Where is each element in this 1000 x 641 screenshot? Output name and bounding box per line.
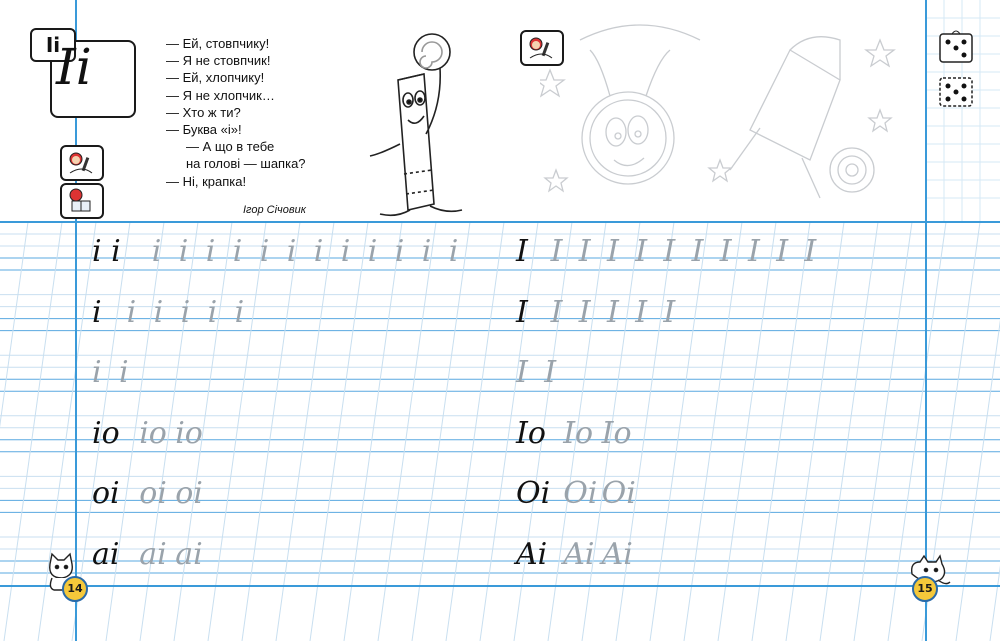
poem [166, 35, 306, 190]
letter-tag: Іі [30, 28, 76, 62]
right-trace-letters[interactable]: І [663, 234, 676, 269]
poem-line: — А що в тебе [186, 139, 275, 155]
grid-line [820, 222, 878, 641]
right-trace-letters[interactable]: І [578, 234, 591, 269]
writing-boy-icon[interactable] [60, 145, 104, 181]
poem-line: — Ні, крапка! [166, 173, 247, 189]
left-trace-letters[interactable]: i [286, 234, 297, 269]
grid-line [344, 222, 402, 641]
right-model-letters[interactable]: І [516, 234, 528, 269]
grid-line [752, 222, 810, 641]
left-trace-letters[interactable]: i [448, 234, 459, 269]
left-trace-letters[interactable]: i [232, 234, 243, 269]
left-trace-letters[interactable]: io [139, 415, 167, 451]
left-model-letters[interactable]: ai [92, 537, 120, 572]
poem-line: на голові — шапка? [186, 156, 306, 172]
right-trace-letters[interactable]: Oi [601, 476, 636, 512]
left-model-letters[interactable]: i [92, 294, 102, 330]
right-trace-letters[interactable]: І [607, 234, 619, 269]
pencil-character-icon [350, 24, 500, 220]
left-trace-letters[interactable]: i [180, 294, 191, 330]
poem-line: — Я не хлопчик… [166, 87, 275, 103]
left-trace-letters[interactable]: i [394, 234, 405, 269]
right-trace-letters[interactable]: Ai [601, 537, 633, 572]
left-trace-letters[interactable]: i [367, 234, 378, 269]
left-trace-letters[interactable]: i [126, 294, 137, 330]
right-trace-letters[interactable]: І [691, 234, 704, 269]
left-trace-letters[interactable]: i [151, 234, 162, 269]
poem-line: — Ей, хлопчику! [166, 70, 265, 86]
grid-line [786, 222, 844, 641]
left-model-letters[interactable]: oi [92, 476, 120, 512]
left-trace-letters[interactable]: i [119, 355, 129, 391]
right-trace-letters[interactable]: І [635, 234, 648, 269]
left-trace-letters[interactable]: ai [139, 537, 167, 572]
right-trace-letters[interactable]: І [776, 234, 789, 269]
grid-line [854, 222, 912, 641]
grid-line [276, 222, 334, 641]
right-trace-letters[interactable]: І [804, 234, 817, 269]
right-trace-letters[interactable]: І [719, 234, 732, 269]
left-trace-letters[interactable]: io [175, 415, 203, 451]
right-trace-letters[interactable]: І [635, 294, 648, 330]
poem-author: Ігор Січовик [243, 204, 306, 216]
grid-line [446, 222, 504, 641]
left-trace-letters[interactable]: i [234, 294, 245, 330]
left-trace-letters[interactable]: oi [175, 476, 203, 512]
left-trace-letters[interactable]: ai [175, 537, 203, 572]
grid-line [205, 222, 266, 641]
right-trace-letters[interactable]: І [578, 294, 591, 330]
right-trace-letters[interactable]: І [748, 234, 760, 269]
right-model-letters[interactable]: Іo [516, 415, 546, 451]
poem-line: — Хто ж ти? [166, 104, 241, 120]
script-letter: Іі [56, 38, 92, 96]
dice-icon [938, 28, 976, 64]
coloring-illustration [540, 20, 924, 220]
left-trace-letters[interactable]: i [340, 234, 351, 269]
right-trace-letters[interactable]: Ai [563, 537, 595, 572]
right-trace-letters[interactable]: І [516, 355, 528, 391]
grid-line [310, 222, 368, 641]
right-trace-letters[interactable]: І [544, 355, 557, 391]
right-trace-letters[interactable]: І [550, 294, 563, 330]
right-model-letters[interactable]: І [516, 294, 528, 330]
left-trace-letters[interactable]: i [153, 294, 164, 330]
grid-line [378, 222, 436, 641]
left-trace-letters[interactable]: i [421, 234, 432, 269]
right-trace-letters[interactable]: І [607, 294, 619, 330]
left-trace-letters[interactable]: i [178, 234, 189, 269]
left-trace-letters[interactable]: i [207, 294, 218, 330]
grid-line [412, 222, 470, 641]
left-trace-letters[interactable]: oi [139, 476, 167, 512]
right-trace-letters[interactable]: Іo [563, 415, 594, 451]
dice-outline-icon [938, 72, 976, 108]
page-number-left: 14 [62, 576, 88, 602]
grid-line [650, 222, 708, 641]
grid-line [242, 222, 300, 641]
poem-line: — Я не стовпчик! [166, 53, 271, 69]
right-trace-letters[interactable]: Іo [601, 415, 632, 451]
poem-line: — Ей, стовпчику! [166, 36, 270, 51]
poem-line: — Буква «і»! [166, 122, 242, 138]
right-trace-letters[interactable]: І [550, 234, 563, 269]
left-trace-letters[interactable]: i [259, 234, 270, 269]
right-model-letters[interactable]: Oi [516, 476, 551, 512]
page-number-right: 15 [912, 576, 938, 602]
grid-line [956, 222, 1000, 641]
book-icon[interactable] [60, 183, 104, 219]
grid-line [990, 222, 1000, 641]
grid-line [0, 222, 28, 641]
grid-line [718, 222, 776, 641]
grid-line [684, 222, 742, 641]
left-model-letters[interactable]: io [92, 415, 120, 451]
left-trace-letters[interactable]: i [205, 234, 216, 269]
left-trace-letters[interactable]: i [92, 355, 102, 391]
right-model-letters[interactable]: Ai [516, 537, 548, 572]
right-trace-letters[interactable]: Oi [563, 476, 598, 512]
left-trace-letters[interactable]: i [313, 234, 324, 269]
right-trace-letters[interactable]: І [663, 294, 676, 330]
left-model-letters[interactable]: i i [92, 234, 121, 269]
